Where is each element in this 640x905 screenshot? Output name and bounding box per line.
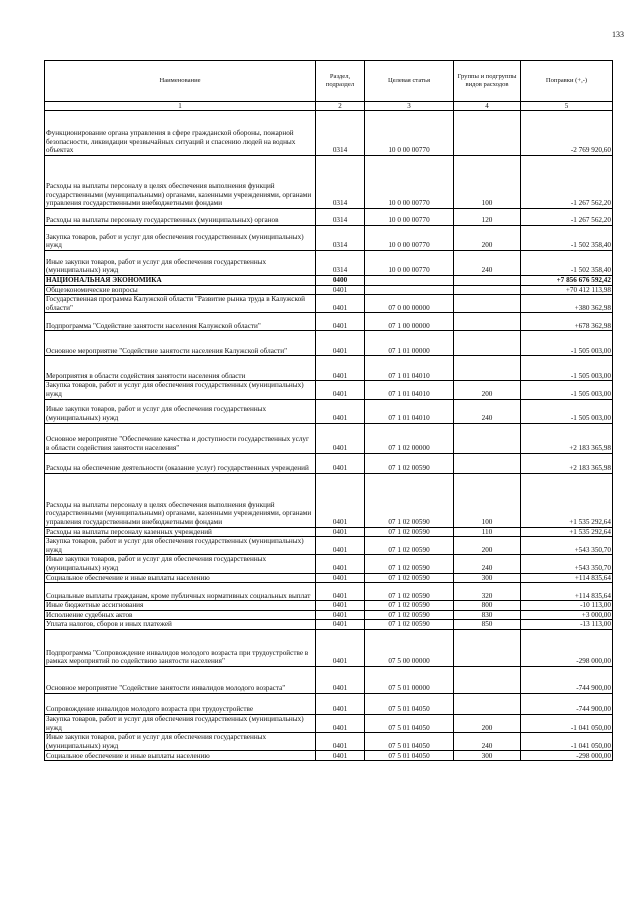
- row-target: [365, 285, 454, 295]
- row-target: 07 5 00 00000: [365, 629, 454, 666]
- row-name: Основное мероприятие "Содействие занятости населения Калужской области": [45, 331, 316, 356]
- row-section: 0401: [316, 381, 365, 399]
- row-group: [454, 276, 521, 286]
- row-amount: +1 535 292,64: [521, 527, 613, 537]
- row-name: Подпрограмма "Содействие занятости населения Калужской области": [45, 313, 316, 331]
- row-section: 0314: [316, 111, 365, 156]
- page-number: 133: [612, 30, 624, 39]
- row-group: 200: [454, 226, 521, 251]
- row-group: 240: [454, 251, 521, 276]
- header-section: Раздел, подраздел: [316, 61, 365, 102]
- row-target: 07 1 02 00590: [365, 555, 454, 573]
- table-row: [45, 313, 613, 331]
- row-amount: -298 000,00: [521, 629, 613, 666]
- header-target: Целевая статья: [365, 61, 454, 102]
- row-name: Исполнение судебных актов: [45, 610, 316, 620]
- table-row: [45, 209, 613, 226]
- row-name: Социальное обеспечение и иные выплаты населению: [45, 573, 316, 583]
- row-section: 0401: [316, 573, 365, 583]
- row-section: 0401: [316, 629, 365, 666]
- row-group: [454, 453, 521, 473]
- table-body: [45, 102, 613, 761]
- row-name: Основное мероприятие "Содействие занятости инвалидов молодого возраста": [45, 666, 316, 693]
- row-target: 07 5 01 04050: [365, 693, 454, 714]
- row-target: 07 1 02 00590: [365, 527, 454, 537]
- row-name: Закупка товаров, работ и услуг для обеспечения государственных (муниципальных) нужд: [45, 381, 316, 399]
- table-row: [45, 276, 613, 286]
- row-name: Расходы на выплаты персоналу государственных (муниципальных) органов: [45, 209, 316, 226]
- row-section: 0401: [316, 527, 365, 537]
- table-row: [45, 295, 613, 313]
- table-row: [45, 527, 613, 537]
- row-group: [454, 331, 521, 356]
- row-name: Иные закупки товаров, работ и услуг для обеспечения государственных (муниципальных) нужд: [45, 399, 316, 423]
- row-section: 0401: [316, 714, 365, 732]
- table-row: [45, 583, 613, 601]
- row-section: 0401: [316, 473, 365, 527]
- row-name: Сопровождение инвалидов молодого возраста при трудоустройстве: [45, 693, 316, 714]
- row-section: 0401: [316, 313, 365, 331]
- col-number: 1: [45, 102, 316, 111]
- row-group: [454, 285, 521, 295]
- row-target: 07 1 02 00590: [365, 537, 454, 555]
- header-name: Наименование: [45, 61, 316, 102]
- row-target: 10 0 00 00770: [365, 209, 454, 226]
- row-section: 0401: [316, 356, 365, 381]
- column-number-row: [45, 102, 613, 111]
- row-name: Закупка товаров, работ и услуг для обеспечения государственных (муниципальных) нужд: [45, 714, 316, 732]
- row-amount: +678 362,98: [521, 313, 613, 331]
- row-name: НАЦИОНАЛЬНАЯ ЭКОНОМИКА: [45, 276, 316, 286]
- row-group: 100: [454, 156, 521, 209]
- row-group: 110: [454, 527, 521, 537]
- row-section: 0401: [316, 295, 365, 313]
- row-target: 07 5 01 04050: [365, 733, 454, 751]
- row-section: 0401: [316, 620, 365, 630]
- table-row: [45, 537, 613, 555]
- row-amount: +70 412 113,98: [521, 285, 613, 295]
- row-name: Расходы на выплаты персоналу в целях обеспечения выполнения функций государственными (муниципальными) органами, казенными учреждениями, органами управления государственными внебюджетными фондами: [45, 156, 316, 209]
- row-group: 200: [454, 537, 521, 555]
- table-row: [45, 693, 613, 714]
- row-group: [454, 313, 521, 331]
- col-number: 2: [316, 102, 365, 111]
- row-name: Закупка товаров, работ и услуг для обеспечения государственных (муниципальных) нужд: [45, 226, 316, 251]
- row-group: 320: [454, 583, 521, 601]
- row-target: 07 1 02 00000: [365, 423, 454, 453]
- row-name: Функционирование органа управления в сфере гражданской обороны, пожарной безопасности, ликвидации чрезвычайных ситуаций и спасению людей на водных объектах: [45, 111, 316, 156]
- row-group: [454, 111, 521, 156]
- row-target: 07 1 01 04010: [365, 399, 454, 423]
- row-group: 240: [454, 555, 521, 573]
- row-name: Расходы на выплаты персоналу казенных учреждений: [45, 527, 316, 537]
- row-name: Расходы на выплаты персоналу в целях обеспечения выполнения функций государственными (муниципальными) органами, казенными учреждениями, органами управления государственными внебюджетными фондами: [45, 473, 316, 527]
- table-row: [45, 666, 613, 693]
- row-name: Общеэкономические вопросы: [45, 285, 316, 295]
- row-amount: -2 769 920,60: [521, 111, 613, 156]
- row-target: 10 0 00 00770: [365, 111, 454, 156]
- row-target: 10 0 00 00770: [365, 156, 454, 209]
- row-amount: -1 505 003,00: [521, 399, 613, 423]
- row-amount: -1 502 358,40: [521, 251, 613, 276]
- row-amount: +2 183 365,98: [521, 453, 613, 473]
- row-amount: -1 505 003,00: [521, 356, 613, 381]
- table-row: [45, 714, 613, 732]
- row-amount: -744 900,00: [521, 666, 613, 693]
- row-name: Закупка товаров, работ и услуг для обеспечения государственных (муниципальных) нужд: [45, 537, 316, 555]
- row-amount: +114 835,64: [521, 583, 613, 601]
- row-amount: -10 113,00: [521, 601, 613, 611]
- table-row: [45, 453, 613, 473]
- table-row: [45, 251, 613, 276]
- row-amount: -1 267 562,20: [521, 209, 613, 226]
- table-row: [45, 285, 613, 295]
- row-target: 07 1 02 00590: [365, 583, 454, 601]
- row-section: 0314: [316, 156, 365, 209]
- row-target: 07 1 02 00590: [365, 453, 454, 473]
- table-row: [45, 573, 613, 583]
- table-row: [45, 555, 613, 573]
- row-target: 07 1 02 00590: [365, 473, 454, 527]
- row-section: 0314: [316, 209, 365, 226]
- table-row: [45, 620, 613, 630]
- row-section: 0401: [316, 285, 365, 295]
- table-row: [45, 226, 613, 251]
- row-amount: -13 113,00: [521, 620, 613, 630]
- row-name: Иные закупки товаров, работ и услуг для обеспечения государственных (муниципальных) нужд: [45, 733, 316, 751]
- row-name: Иные бюджетные ассигнования: [45, 601, 316, 611]
- row-section: 0314: [316, 251, 365, 276]
- table-row: [45, 629, 613, 666]
- row-target: 10 0 00 00770: [365, 226, 454, 251]
- table-row: [45, 751, 613, 761]
- row-amount: -298 000,00: [521, 751, 613, 761]
- row-amount: +1 535 292,64: [521, 473, 613, 527]
- row-amount: -1 505 003,00: [521, 381, 613, 399]
- row-section: 0401: [316, 751, 365, 761]
- row-group: [454, 666, 521, 693]
- row-name: Расходы на обеспечение деятельности (оказание услуг) государственных учреждений: [45, 453, 316, 473]
- table-row: [45, 601, 613, 611]
- table-row: [45, 733, 613, 751]
- budget-table: [44, 60, 613, 761]
- row-group: [454, 693, 521, 714]
- row-group: 200: [454, 714, 521, 732]
- table-header-row: [45, 61, 613, 102]
- row-target: 07 5 01 00000: [365, 666, 454, 693]
- table-row: [45, 356, 613, 381]
- row-target: 07 1 02 00590: [365, 573, 454, 583]
- row-name: Мероприятия в области содействия занятости населения области: [45, 356, 316, 381]
- row-group: 120: [454, 209, 521, 226]
- table-row: [45, 331, 613, 356]
- row-name: Подпрограмма "Сопровождение инвалидов молодого возраста при трудоустройстве в рамках мероприятий по содействию занятости населения": [45, 629, 316, 666]
- row-amount: -1 041 050,00: [521, 714, 613, 732]
- row-group: [454, 423, 521, 453]
- row-section: 0401: [316, 666, 365, 693]
- row-target: [365, 276, 454, 286]
- row-amount: +3 000,00: [521, 610, 613, 620]
- row-name: Социальные выплаты гражданам, кроме публичных нормативных социальных выплат: [45, 583, 316, 601]
- row-target: 07 1 02 00590: [365, 610, 454, 620]
- row-amount: -1 267 562,20: [521, 156, 613, 209]
- table-row: [45, 399, 613, 423]
- row-target: 07 5 01 04050: [365, 751, 454, 761]
- row-name: Иные закупки товаров, работ и услуг для обеспечения государственных (муниципальных) нужд: [45, 555, 316, 573]
- table-row: [45, 473, 613, 527]
- row-section: 0401: [316, 583, 365, 601]
- row-amount: +543 350,70: [521, 555, 613, 573]
- table-row: [45, 423, 613, 453]
- col-number: 4: [454, 102, 521, 111]
- row-section: 0314: [316, 226, 365, 251]
- row-group: [454, 629, 521, 666]
- row-group: 100: [454, 473, 521, 527]
- row-section: 0401: [316, 399, 365, 423]
- row-group: 300: [454, 573, 521, 583]
- row-name: Иные закупки товаров, работ и услуг для обеспечения государственных (муниципальных) нужд: [45, 251, 316, 276]
- row-section: 0401: [316, 733, 365, 751]
- row-section: 0401: [316, 453, 365, 473]
- header-amendment: Поправки (+,-): [521, 61, 613, 102]
- row-group: 830: [454, 610, 521, 620]
- row-section: 0401: [316, 610, 365, 620]
- row-group: 300: [454, 751, 521, 761]
- table-row: [45, 111, 613, 156]
- row-section: 0401: [316, 601, 365, 611]
- row-section: 0400: [316, 276, 365, 286]
- row-amount: -744 900,00: [521, 693, 613, 714]
- row-name: Социальное обеспечение и иные выплаты населению: [45, 751, 316, 761]
- table-row: [45, 381, 613, 399]
- row-amount: -1 505 003,00: [521, 331, 613, 356]
- row-target: 07 0 00 00000: [365, 295, 454, 313]
- row-target: 07 1 02 00590: [365, 620, 454, 630]
- row-amount: +380 362,98: [521, 295, 613, 313]
- row-amount: +7 856 676 592,42: [521, 276, 613, 286]
- col-number: 5: [521, 102, 613, 111]
- row-amount: +114 835,64: [521, 573, 613, 583]
- row-section: 0401: [316, 423, 365, 453]
- table-row: [45, 156, 613, 209]
- row-amount: +543 350,70: [521, 537, 613, 555]
- row-target: 10 0 00 00770: [365, 251, 454, 276]
- row-group: 800: [454, 601, 521, 611]
- col-number: 3: [365, 102, 454, 111]
- row-amount: -1 041 050,00: [521, 733, 613, 751]
- row-target: 07 1 01 04010: [365, 356, 454, 381]
- table-row: [45, 610, 613, 620]
- row-section: 0401: [316, 693, 365, 714]
- row-group: [454, 356, 521, 381]
- row-target: 07 1 02 00590: [365, 601, 454, 611]
- row-group: 240: [454, 399, 521, 423]
- row-target: 07 5 01 04050: [365, 714, 454, 732]
- row-amount: -1 502 358,40: [521, 226, 613, 251]
- row-name: Основное мероприятие "Обеспечение качества и доступности государственных услуг в области содействия занятости населения": [45, 423, 316, 453]
- row-target: 07 1 01 00000: [365, 331, 454, 356]
- row-group: 200: [454, 381, 521, 399]
- row-group: 850: [454, 620, 521, 630]
- header-group: Группы и подгруппы видов расходов: [454, 61, 521, 102]
- row-section: 0401: [316, 537, 365, 555]
- row-section: 0401: [316, 331, 365, 356]
- row-target: 07 1 01 04010: [365, 381, 454, 399]
- row-name: Уплата налогов, сборов и иных платежей: [45, 620, 316, 630]
- row-target: 07 1 00 00000: [365, 313, 454, 331]
- row-group: 240: [454, 733, 521, 751]
- row-name: Государственная программа Калужской области "Развитие рынка труда в Калужской области": [45, 295, 316, 313]
- row-group: [454, 295, 521, 313]
- row-section: 0401: [316, 555, 365, 573]
- row-amount: +2 183 365,98: [521, 423, 613, 453]
